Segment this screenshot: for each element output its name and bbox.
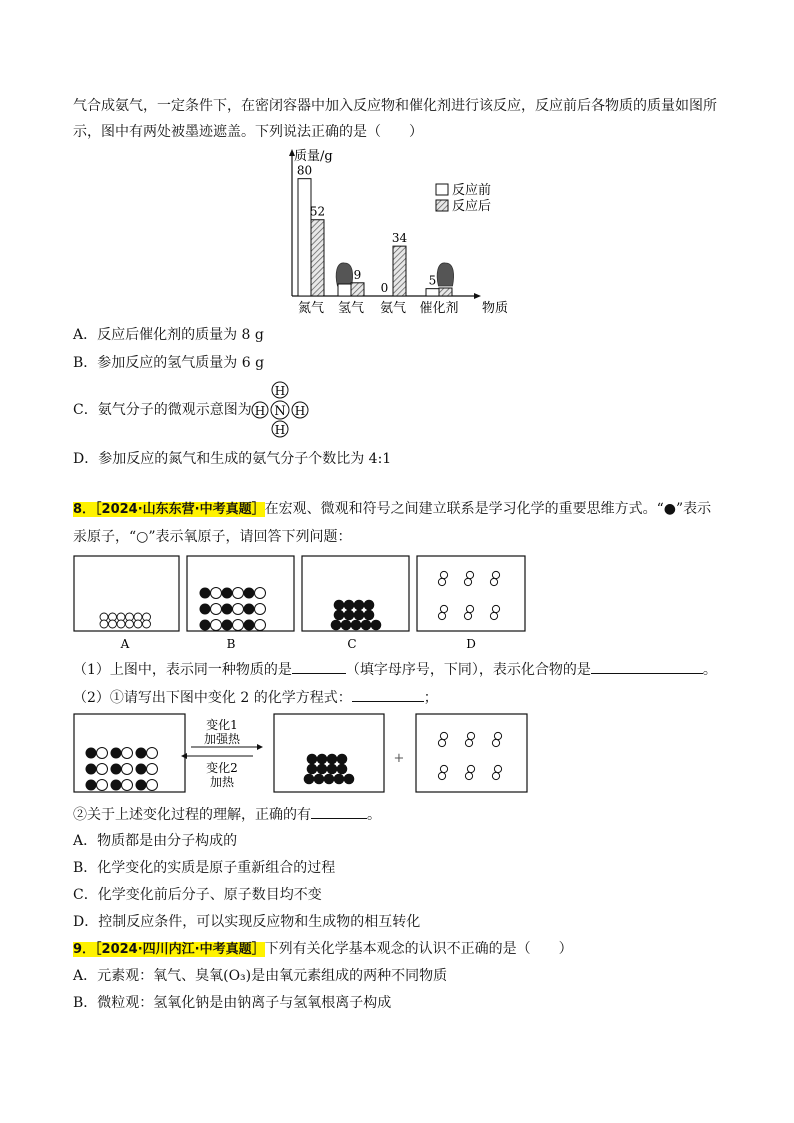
oxygen-atom: [490, 612, 497, 619]
mercury-atom: [327, 754, 338, 765]
molecule-center-atom: N: [274, 404, 286, 419]
mercury-atom: [86, 780, 97, 791]
mercury-atom: [327, 764, 338, 775]
oxygen-atom: [490, 578, 497, 585]
bar-after-partial: [439, 288, 452, 296]
data-label: 5: [428, 273, 437, 288]
q8-sub2b-end: 。: [367, 807, 381, 823]
oxygen-atom: [147, 748, 158, 759]
oxygen-atom: [122, 764, 133, 775]
oxygen-atom: [440, 732, 447, 739]
q7-option-d: D．参加反应的氮气和生成的氨气分子个数比为 4:1: [73, 451, 392, 467]
oxygen-atom: [466, 571, 473, 578]
oxygen-atom: [440, 605, 447, 612]
oxygen-atom: [440, 571, 447, 578]
q8-sub2b: [73, 806, 381, 823]
mercury-atom: [341, 620, 352, 631]
mercury-atom: [317, 754, 328, 765]
arrow-label-change2: 变化2: [206, 761, 238, 775]
oxygen-atom: [97, 764, 108, 775]
q7-option-c: C．氨气分子的微观示意图为: [73, 402, 252, 418]
oxygen-atom: [492, 739, 499, 746]
q8-sub1-text-b: （填字母序号，下同），表示化合物的是: [345, 662, 591, 678]
oxygen-atom: [494, 765, 501, 772]
oxygen-atom: [211, 604, 222, 615]
q8-option-c: C．化学变化前后分子、原子数目均不变: [73, 887, 322, 903]
oxygen-atom: [465, 739, 472, 746]
oxygen-atom: [97, 780, 108, 791]
oxygen-atom: [100, 620, 108, 628]
bar-before-partial: [338, 284, 351, 296]
oxygen-atom: [126, 620, 134, 628]
oxygen-atom: [440, 765, 447, 772]
oxygen-atom: [255, 588, 266, 599]
ammonia-molecule-diagram: [248, 380, 312, 438]
q8-sub2-end: ；: [423, 690, 438, 706]
mercury-atom: [244, 604, 255, 615]
oxygen-atom: [438, 578, 445, 585]
q9-option-a: A．元素观：氧气、臭氧(O₃)是由氧元素组成的两种不同物质: [73, 968, 448, 984]
oxygen-atom: [464, 578, 471, 585]
q8-source-tag: 8．［2024·山东东营·中考真题］: [73, 502, 265, 517]
mercury-atom: [344, 600, 355, 611]
mercury-atom: [111, 764, 122, 775]
mercury-atom: [337, 754, 348, 765]
q8-option-d: D．控制反应条件，可以实现反应物和生成物的相互转化: [73, 914, 421, 930]
molecule-outer-atom: H: [294, 404, 306, 418]
x-axis-label: 物质: [481, 301, 509, 316]
box-label-b: B: [226, 637, 236, 651]
q8-sub2-text: （2）①请写出下图中变化 2 的化学方程式：: [73, 690, 352, 706]
plus-sign: +: [393, 751, 405, 766]
category-label: 氮气: [297, 301, 325, 316]
oxygen-atom: [97, 748, 108, 759]
q9-source-tag: 9．［2024·四川内江·中考真题］: [73, 942, 265, 957]
mercury-atom: [324, 774, 335, 785]
mercury-atom: [334, 774, 345, 785]
mercury-atom: [371, 620, 382, 631]
answer-blank-1[interactable]: [292, 661, 346, 674]
mercury-atom: [200, 588, 211, 599]
q7-text-line1: 气合成氨气，一定条件下，在密闭容器中加入反应物和催化剂进行该反应，反应前后各物质的质量如图所: [73, 98, 717, 114]
category-label: 氢气: [337, 301, 365, 316]
mercury-atom: [307, 754, 318, 765]
molecule-outer-atom: H: [274, 384, 286, 398]
q9-intro-text: 下列有关化学基本观念的认识不正确的是（ ）: [264, 941, 573, 957]
data-label: 52: [309, 204, 326, 219]
q8-intro-line2: 汞原子，“○”表示氧原子，请回答下列问题：: [73, 529, 352, 545]
bar-after: [393, 246, 406, 296]
mercury-atom: [344, 774, 355, 785]
particle-box: [417, 556, 525, 631]
oxygen-atom: [467, 765, 474, 772]
q7-bar-chart: [280, 146, 520, 322]
mercury-atom: [354, 600, 365, 611]
q8-option-a: A．物质都是由分子构成的: [73, 833, 238, 849]
bar-before: [298, 179, 311, 296]
x-axis-arrow: [474, 293, 481, 299]
mercury-atom: [200, 620, 211, 631]
bar-after: [351, 283, 364, 296]
mercury-atom: [331, 620, 342, 631]
arrow-label-heat: 加热: [209, 775, 235, 789]
mercury-atom: [200, 604, 211, 615]
oxygen-atom: [143, 620, 151, 628]
oxygen-atom: [233, 604, 244, 615]
data-label: 0: [380, 281, 389, 295]
arrow-label-strong-heat: 加强热: [203, 732, 241, 746]
oxygen-atom: [122, 748, 133, 759]
mercury-atom: [136, 748, 147, 759]
mercury-atom: [344, 610, 355, 621]
q8-intro-text: 在宏观、微观和符号之间建立联系是学习化学的重要思维方式。“●”表示: [264, 501, 712, 517]
oxygen-atom: [492, 605, 499, 612]
q8-particle-boxes: [73, 555, 528, 653]
mercury-atom: [222, 620, 233, 631]
oxygen-atom: [467, 732, 474, 739]
oxygen-atom: [438, 739, 445, 746]
bar-before: [426, 289, 439, 296]
q9-option-b: B．微粒观：氢氧化钠是由钠离子与氢氧根离子构成: [73, 995, 392, 1011]
data-label: 34: [391, 231, 408, 246]
mercury-atom: [86, 764, 97, 775]
box-label-c: C: [347, 637, 357, 651]
mercury-atom: [222, 588, 233, 599]
ink-blot: [336, 263, 352, 286]
molecule-outer-atom: H: [274, 423, 286, 437]
oxygen-atom: [233, 588, 244, 599]
oxygen-atom: [492, 571, 499, 578]
oxygen-atom: [211, 620, 222, 631]
oxygen-atom: [466, 605, 473, 612]
oxygen-atom: [438, 772, 445, 779]
q8-sub1-text-a: （1）上图中，表示同一种物质的是: [73, 662, 292, 678]
oxygen-atom: [464, 612, 471, 619]
oxygen-atom: [147, 764, 158, 775]
legend-swatch: [436, 184, 448, 195]
oxygen-atom: [122, 780, 133, 791]
data-label: 80: [296, 163, 313, 178]
q8-sub1-end: 。: [702, 662, 717, 678]
q8-sub2b-text: ②关于上述变化过程的理解，正确的有: [73, 807, 311, 823]
mercury-atom: [337, 764, 348, 775]
q8-sub1: [73, 661, 717, 678]
mercury-atom: [222, 604, 233, 615]
legend-label: 反应前: [452, 183, 492, 198]
answer-blank-2[interactable]: [591, 661, 703, 674]
oxygen-atom: [255, 604, 266, 615]
answer-blank-4[interactable]: [311, 806, 367, 819]
oxygen-atom: [438, 612, 445, 619]
q8-reaction-diagram: [73, 713, 533, 795]
mercury-atom: [314, 774, 325, 785]
mercury-atom: [361, 620, 372, 631]
oxygen-atom: [117, 620, 125, 628]
mercury-atom: [111, 748, 122, 759]
mercury-atom: [136, 764, 147, 775]
legend-swatch: [436, 200, 448, 211]
arrow-label-change1: 变化1: [206, 718, 238, 732]
q7-option-a: A．反应后催化剂的质量为 8 g: [73, 327, 264, 343]
mercury-atom: [317, 764, 328, 775]
oxygen-atom: [211, 588, 222, 599]
data-label: 9: [353, 267, 362, 282]
mercury-atom: [111, 780, 122, 791]
legend-label: 反应后: [452, 199, 492, 214]
mercury-atom: [244, 620, 255, 631]
ink-blot: [437, 263, 453, 286]
mercury-atom: [86, 748, 97, 759]
oxygen-atom: [465, 772, 472, 779]
category-label: 氨气: [379, 301, 407, 316]
mercury-atom: [304, 774, 315, 785]
q7-text-line2: 示，图中有两处被墨迹遮盖。下列说法正确的是（ ）: [73, 124, 423, 140]
y-axis-label: 质量/g: [294, 149, 333, 164]
q8-intro: [73, 501, 711, 518]
mercury-atom: [136, 780, 147, 791]
q7-option-b: B．参加反应的氢气质量为 6 g: [73, 355, 265, 371]
oxygen-atom: [494, 732, 501, 739]
category-label: 催化剂: [419, 301, 459, 316]
mercury-atom: [334, 610, 345, 621]
molecule-outer-atom: H: [254, 404, 266, 418]
oxygen-atom: [147, 780, 158, 791]
q8-option-b: B．化学变化的实质是原子重新组合的过程: [73, 860, 336, 876]
box-label-a: A: [120, 637, 130, 651]
q9-intro: [73, 941, 573, 958]
q8-sub2: [73, 689, 438, 706]
reaction-box: [416, 714, 527, 792]
mercury-atom: [364, 600, 375, 611]
mercury-atom: [244, 588, 255, 599]
mercury-atom: [351, 620, 362, 631]
mercury-atom: [354, 610, 365, 621]
oxygen-atom: [109, 620, 117, 628]
mercury-atom: [334, 600, 345, 611]
oxygen-atom: [134, 620, 142, 628]
answer-blank-3[interactable]: [352, 689, 424, 702]
oxygen-atom: [255, 620, 266, 631]
oxygen-atom: [233, 620, 244, 631]
mercury-atom: [364, 610, 375, 621]
box-label-d: D: [466, 637, 476, 651]
oxygen-atom: [492, 772, 499, 779]
bar-after: [311, 220, 324, 296]
mercury-atom: [307, 764, 318, 775]
